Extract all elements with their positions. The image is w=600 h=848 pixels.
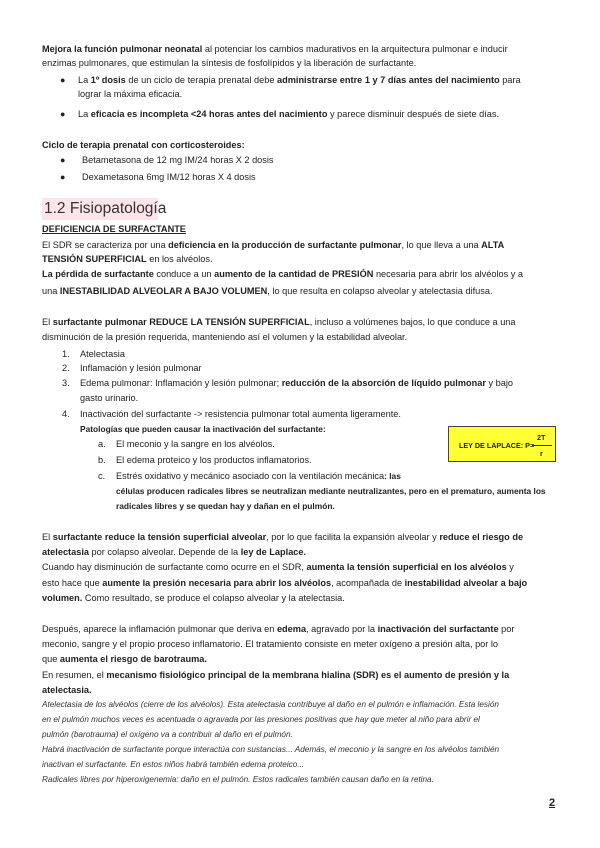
p3-line-4: esto hace que aumente la presión necesaria para abrir los alvéolos, acompañada de inestabilidad alveolar a bajo xyxy=(42,578,528,588)
list-number: 4. xyxy=(62,409,70,419)
list-item-4: Inactivación del surfactante -> resistencia pulmonar total aumenta ligeramente. xyxy=(80,409,401,419)
p2-line-2: disminución de la presión requerida, manteniendo así el volumen y la estabilidad alveolar. xyxy=(42,332,408,342)
section-subtitle: DEFICIENCIA DE SURFACTANTE xyxy=(42,224,186,234)
laplace-label: LEY DE LAPLACE: P= xyxy=(459,441,535,450)
sublist-item-c2: células producen radicales libres se neutralizan mediante neutralizantes, pero en el prematuro, aumenta los xyxy=(116,486,546,496)
p2-line-1: El surfactante pulmonar REDUCE LA TENSIÓN SUPERFICIAL, incluso a volúmenes bajos, lo que conduce a una xyxy=(42,317,516,327)
page-number: 2 xyxy=(549,797,556,809)
sublist-item-c3: radicales libres y se quedan hay y dañan en el pulmón. xyxy=(116,501,335,511)
p1-line-1: El SDR se caracteriza por una deficiencia en la producción de surfactante pulmonar, lo que lleva a una ALTA xyxy=(42,240,505,250)
note-line: Radicales libres por hiperoxigenemia: daño en el pulmón. Estos radicales también causan daño en la retina. xyxy=(42,775,434,784)
list-item-1: Atelectasia xyxy=(80,349,125,359)
p1-line-4: una INESTABILIDAD ALVEOLAR A BAJO VOLUMEN, lo que resulta en colapso alveolar y atelectasia difusa. xyxy=(42,286,493,296)
intro-bullet-1a: La 1º dosis de un ciclo de terapia prenatal debe administrarse entre 1 y 7 días antes del nacimiento para xyxy=(78,75,521,85)
bullet-icon: ● xyxy=(60,172,66,182)
p3-line-1: El surfactante reduce la tensión superficial alveolar, por lo que facilita la expansión alveolar y reduce el riesgo de xyxy=(42,532,524,542)
p4-line-2: meconio, sangre y el propio proceso inflamatorio. El tratamiento consiste en meter oxígeno a presión alta, por lo xyxy=(42,639,499,649)
p4-line-1: Después, aparece la inflamación pulmonar que deriva en edema, agravado por la inactivación del surfactante por xyxy=(42,624,515,634)
bullet-icon: ● xyxy=(60,109,66,119)
note-line: pulmón (barotrauma) el oxígeno va a contribuir al daño en el pulmón. xyxy=(42,730,293,739)
note-line: Habrá inactivación de surfactante porque interactúa con sustancias... Además, el meconio y la sangre en los alvéolos también xyxy=(42,745,500,754)
note-line: inactivan el surfactante. En estos niños habrá también edema proteico... xyxy=(42,760,305,769)
list-letter: a. xyxy=(98,439,106,449)
bullet-icon: ● xyxy=(60,155,66,165)
bullet-icon: ● xyxy=(60,75,66,85)
intro-bullet-1b: lograr la máxima eficacia. xyxy=(78,89,183,99)
p4-line-5: atelectasia. xyxy=(42,685,92,695)
pathologies-title: Patologías que pueden causar la inactivación del surfactante: xyxy=(80,424,326,434)
list-letter: b. xyxy=(98,455,106,465)
p3-line-5: volumen. Como resultado, se produce el colapso alveolar y la atelectasia. xyxy=(42,593,345,603)
p1-line-3: La pérdida de surfactante conduce a un aumento de la cantidad de PRESIÓN necesaria para abrir los alvéolos y a xyxy=(42,269,524,279)
list-number: 3. xyxy=(62,378,70,388)
note-line: Atelectasia de los alvéolos (cierre de los alvéolos). Esta atelectasia contribuye al daño en el pulmón e inflamación. Esta lesión xyxy=(42,700,499,709)
intro-bullet-2: La eficacia es incompleta <24 horas antes del nacimiento y parece disminuir después de siete días. xyxy=(78,109,500,119)
laplace-denominator: r xyxy=(540,449,543,458)
p4-line-4: En resumen, el mecanismo fisiológico principal de la membrana hialina (SDR) es el aumento de presión y la xyxy=(42,670,510,680)
p3-line-2: atelectasia por colapso alveolar. Depende de la ley de Laplace. xyxy=(42,547,307,557)
list-item-3b: gasto urinario. xyxy=(80,393,139,403)
intro-line-1: Mejora la función pulmonar neonatal al potenciar los cambios madurativos en la arquitectura pulmonar e inducir xyxy=(42,44,508,54)
p1-line-2: TENSIÓN SUPERFICIAL en los alvéolos. xyxy=(42,254,213,264)
sublist-item-c1: Estrés oxidativo y mecánico asociado con la ventilación mecánica: las xyxy=(116,471,401,481)
ciclo-title: Ciclo de terapia prenatal con corticosteroides: xyxy=(42,140,245,150)
laplace-formula-box xyxy=(448,426,556,462)
intro-line-2: enzimas pulmonares, que estimulan la síntesis de fosfolípidos y la liberación de surfactante. xyxy=(42,58,417,68)
note-line: en el pulmón muchos veces es acentuada o agravada por las presiones positivas que hay que meter al niño para abrir el xyxy=(42,715,480,724)
section-heading: 1.2 Fisiopatología xyxy=(44,200,167,217)
ciclo-item-2: Dexametasona 6mg IM/12 horas X 4 dosis xyxy=(82,172,256,182)
list-item-2: Inflamación y lesión pulmonar xyxy=(80,363,202,373)
list-number: 2. xyxy=(62,363,70,373)
list-number: 1. xyxy=(62,349,70,359)
p3-line-3: Cuando hay disminución de surfactante como ocurre en el SDR, aumenta la tensión superficial en los alvéolos y xyxy=(42,562,514,572)
sublist-item-a: El meconio y la sangre en los alvéolos. xyxy=(116,439,275,449)
laplace-numerator: 2T xyxy=(537,433,546,442)
ciclo-item-1: Betametasona de 12 mg IM/24 horas X 2 dosis xyxy=(82,155,274,165)
fraction-bar xyxy=(532,445,552,446)
sublist-item-b: El edema proteico y los productos inflamatorios. xyxy=(116,455,312,465)
list-item-3a: Edema pulmonar: Inflamación y lesión pulmonar; reducción de la absorción de líquido pulmonar y bajo xyxy=(80,378,513,388)
p4-line-3: que aumenta el riesgo de barotrauma. xyxy=(42,654,207,664)
list-letter: c. xyxy=(98,471,106,481)
